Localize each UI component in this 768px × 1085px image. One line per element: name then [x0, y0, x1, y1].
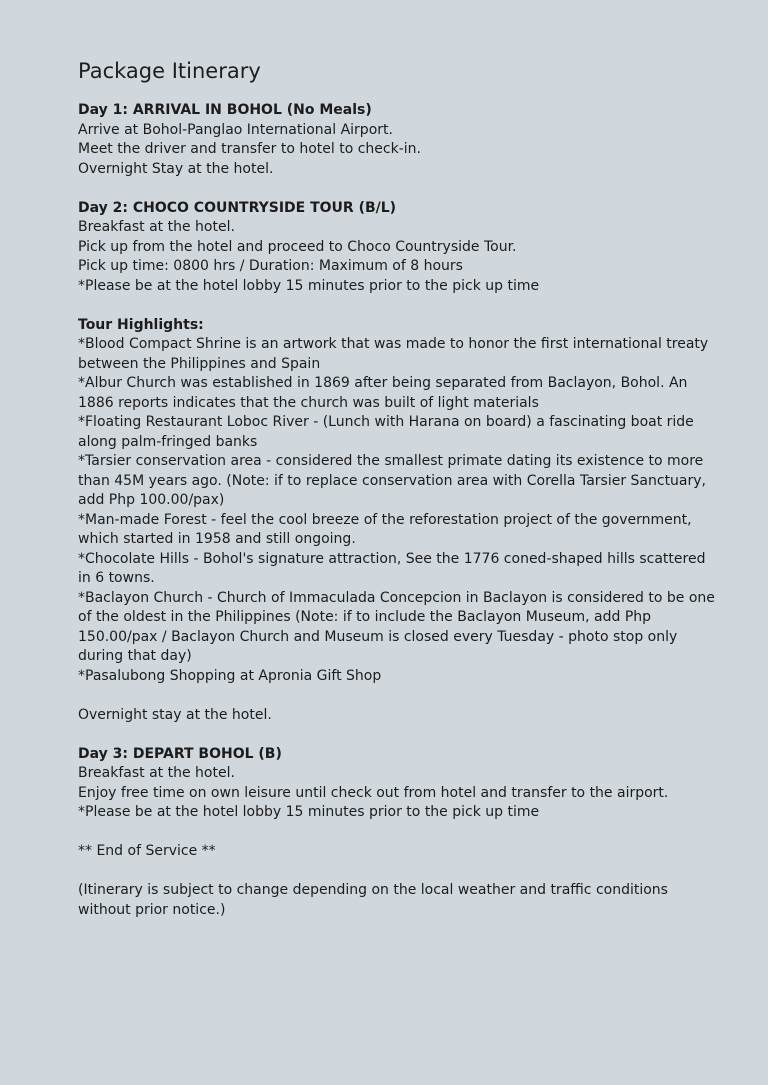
highlight-item: *Man-made Forest - feel the cool breeze of the reforestation project of the government, which started in 1958 and still ongoing. [78, 511, 692, 547]
itinerary-page [78, 57, 718, 920]
highlight-item: *Pasalubong Shopping at Apronia Gift Shop [78, 667, 382, 684]
day2-line: Pick up from the hotel and proceed to Choco Countryside Tour. [78, 238, 517, 255]
day1-line: Meet the driver and transfer to hotel to check-in. [78, 141, 421, 157]
day3-line: *Please be at the hotel lobby 15 minutes prior to the pick up time [78, 804, 540, 820]
overnight-note: Overnight stay at the hotel. [78, 706, 272, 723]
day2-heading: Day 2: CHOCO COUNTRYSIDE TOUR (B/L) [78, 199, 397, 216]
disclaimer: (Itinerary is subject to change depending on the local weather and traffic conditions without prior notice.) [78, 882, 668, 918]
day3-line: Enjoy free time on own leisure until check out from hotel and transfer to the airport. [78, 784, 669, 801]
spacer [78, 296, 718, 316]
day3-heading: Day 3: DEPART BOHOL (B) [78, 745, 282, 762]
day2-line: Pick up time: 0800 hrs / Duration: Maximum of 8 hours [78, 258, 463, 274]
day1-heading: Day 1: ARRIVAL IN BOHOL (No Meals) [78, 102, 372, 118]
highlight-item: *Albur Church was established in 1869 after being separated from Baclayon, Bohol. An 1886 reports indicates that the church was built of light materials [78, 375, 688, 411]
highlight-item: *Tarsier conservation area - considered the smallest primate dating its existence to more than 45M years ago. (Note: if to replace conservation area with Corella Tarsier Sanctuary, add Php 100.00/pax) [78, 453, 706, 508]
highlights-section [78, 316, 718, 726]
day1-section [78, 101, 718, 179]
day2-section [78, 199, 718, 297]
highlight-item: *Blood Compact Shrine is an artwork that was made to honor the first international treaty between the Philippines and Spain [78, 336, 709, 372]
spacer [78, 725, 718, 745]
highlight-item: *Floating Restaurant Loboc River - (Lunch with Harana on board) a fascinating boat ride along palm-fringed banks [78, 414, 694, 450]
spacer [78, 823, 718, 843]
day2-line: Breakfast at the hotel. [78, 219, 235, 235]
spacer [78, 862, 718, 882]
day3-section [78, 745, 718, 823]
spacer [78, 686, 718, 706]
highlights-heading: Tour Highlights: [78, 316, 204, 333]
highlight-item: *Baclayon Church - Church of Immaculada Concepcion in Baclayon is considered to be one of the oldest in the Philippines (Note: if to include the Baclayon Museum, add Php 150.00/pax / Baclayon Church and Museum is closed every Tuesday - photo stop only during that day) [78, 589, 715, 664]
spacer [78, 179, 718, 199]
day2-line: *Please be at the hotel lobby 15 minutes prior to the pick up time [78, 277, 540, 294]
day3-line: Breakfast at the hotel. [78, 765, 235, 781]
day1-line: Arrive at Bohol-Panglao International Airport. [78, 121, 393, 138]
day1-line: Overnight Stay at the hotel. [78, 160, 274, 177]
end-of-service: ** End of Service ** [78, 843, 216, 859]
highlight-item: *Chocolate Hills - Bohol's signature attraction, See the 1776 coned-shaped hills scattered in 6 towns. [78, 550, 706, 586]
page-title: Package Itinerary [78, 59, 261, 83]
